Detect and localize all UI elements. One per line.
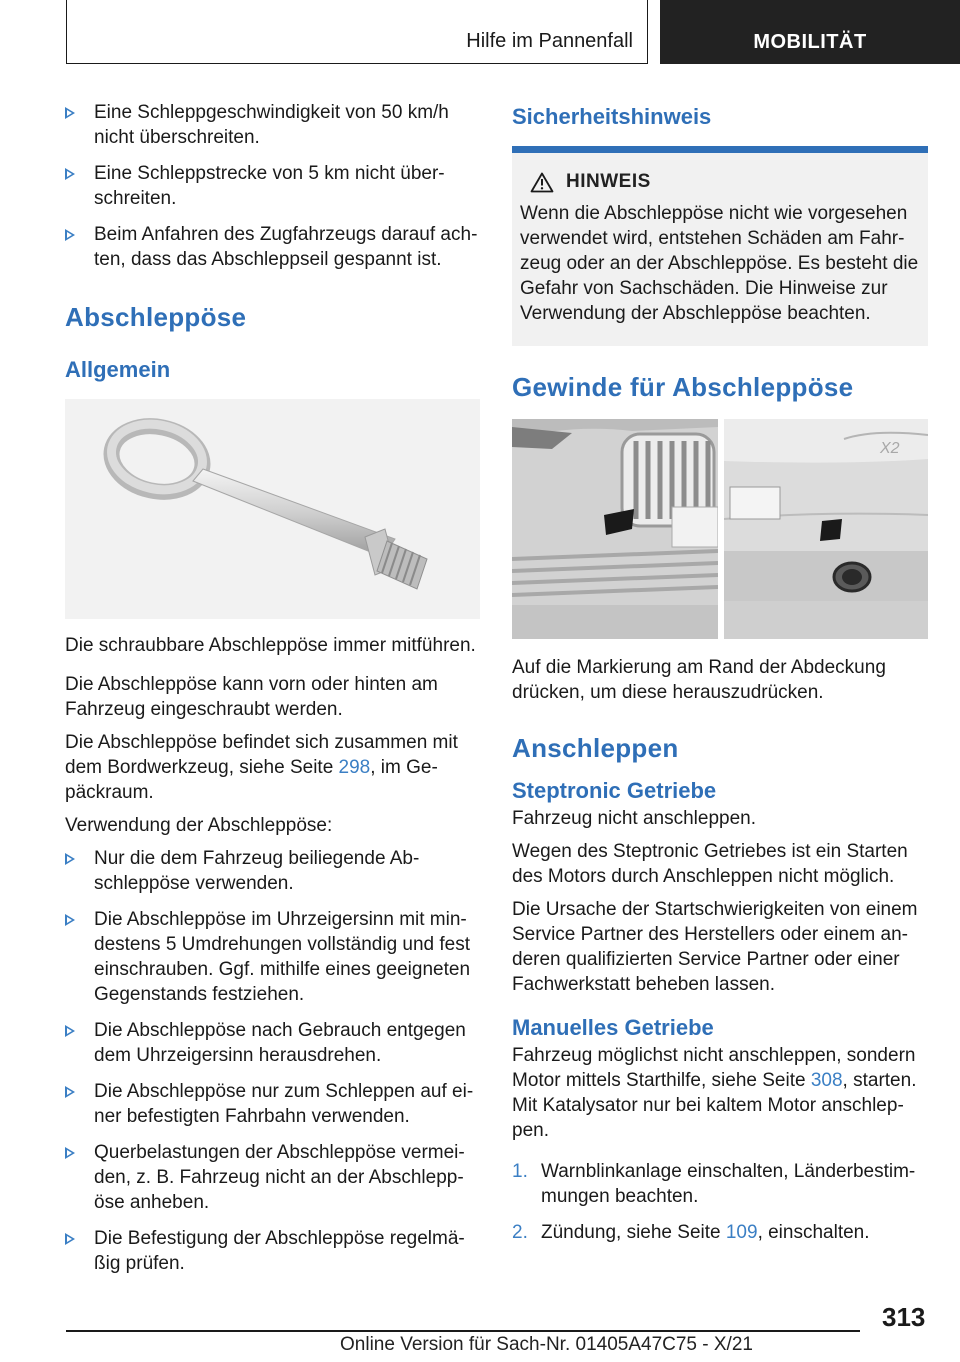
- rear-bumper-image: [724, 419, 928, 639]
- list-item-text: Eine Schleppgeschwindigkeit von 50 km/h nicht überschreiten.: [94, 102, 449, 148]
- list-item: [65, 1140, 480, 1215]
- rear-bumper-illustration: [724, 419, 928, 639]
- list-item: [512, 1220, 928, 1245]
- paragraph-text: , im Ge‐päckraum.: [65, 757, 438, 803]
- triangle-bullet-icon: [65, 914, 75, 926]
- front-bumper-illustration: [512, 419, 718, 639]
- paragraph-text: Fahrzeug möglichst nicht anschleppen, sondern Motor mittels Starthilfe, siehe Seite: [512, 1045, 916, 1091]
- section-heading: Gewinde für Abschleppöse: [512, 372, 854, 402]
- step-number: 2.: [512, 1222, 528, 1243]
- notice-title: HINWEIS: [566, 171, 651, 192]
- page-number: 313: [882, 1302, 926, 1332]
- paragraph: Die Ursache der Startschwierigkeiten von einem Service Partner des Herstellers oder einem an‐deren qualifizierten Service Partner oder einer Fachwerkstatt beheben lassen.: [512, 899, 918, 995]
- step-number: 1.: [512, 1161, 528, 1182]
- paragraph-with-link: [512, 1043, 928, 1143]
- intro-bullet-list: [65, 100, 480, 272]
- list-item-text: Nur die dem Fahrzeug beiliegende Ab‐schleppöse verwenden.: [94, 848, 420, 894]
- list-item: [512, 1159, 928, 1209]
- section-heading: Anschleppen: [512, 733, 679, 763]
- paragraph: Fahrzeug nicht anschleppen.: [512, 808, 756, 829]
- list-item-text: Zündung, siehe Seite: [541, 1222, 726, 1243]
- list-item: [65, 100, 480, 150]
- tow-hook-image: [65, 399, 480, 619]
- tow-hook-illustration: [65, 399, 480, 619]
- safety-heading: Sicherheitshinweis: [512, 104, 712, 129]
- paragraph: Wegen des Steptronic Getriebes ist ein Starten des Motors durch Anschleppen nicht möglich.: [512, 841, 908, 887]
- list-item-text: Die Abschleppöse nach Gebrauch entgegen dem Uhrzeigersinn herausdrehen.: [94, 1020, 466, 1066]
- header-chapter-tab: [660, 0, 960, 64]
- paragraph: Die Abschleppöse kann vorn oder hinten am Fahrzeug eingeschraubt werden.: [65, 674, 438, 720]
- list-item: [65, 1079, 480, 1129]
- right-column: [512, 100, 928, 1256]
- list-item-text: Die Befestigung der Abschleppöse regelmä‐ßig prüfen.: [94, 1228, 465, 1274]
- paragraph-with-link: [65, 730, 480, 805]
- list-item: [65, 161, 480, 211]
- triangle-bullet-icon: [65, 853, 75, 865]
- list-item: [65, 1018, 480, 1068]
- footer-divider: [66, 1330, 860, 1332]
- paragraph: Verwendung der Abschleppöse:: [65, 815, 333, 836]
- triangle-bullet-icon: [65, 1086, 75, 1098]
- list-item: [65, 846, 480, 896]
- page-link-298[interactable]: 298: [338, 757, 371, 778]
- car-model-badge: X2: [880, 440, 900, 457]
- list-item: [65, 222, 480, 272]
- list-item-text: Querbelastungen der Abschleppöse vermei‐den, z. B. Fahrzeug nicht an der Abschlepp‐öse anheben.: [94, 1142, 465, 1213]
- subsection-heading: Manuelles Getriebe: [512, 1015, 714, 1040]
- notice-box: [512, 146, 928, 346]
- triangle-bullet-icon: [65, 1147, 75, 1159]
- paragraph: Auf die Markierung am Rand der Abdeckung drücken, um diese herauszudrücken.: [512, 657, 886, 703]
- header-section-tab: [66, 0, 648, 64]
- notice-text: Wenn die Abschleppöse nicht wie vorgesehen verwendet wird, entstehen Schäden am Fahr‐zeug oder an der Abschleppöse. Es besteht die Gefahr von Sachschäden. Die Hinweise zur Verwendung der Abschleppöse beachten.: [520, 203, 919, 324]
- thread-cover-images: [512, 419, 928, 639]
- subsection-heading: Steptronic Getriebe: [512, 778, 717, 803]
- notice-title-row: [520, 171, 920, 193]
- paragraph-text: , starten. Mit Katalysator nur bei kaltem Motor anschlep‐pen.: [512, 1070, 917, 1141]
- subsection-heading: Allgemein: [65, 357, 171, 382]
- list-item: [65, 1226, 480, 1276]
- triangle-bullet-icon: [65, 168, 75, 180]
- section-heading: Abschleppöse: [65, 302, 247, 332]
- paragraph-text: Die Abschleppöse befindet sich zusammen mit dem Bordwerkzeug, siehe Seite: [65, 732, 458, 778]
- header-chapter-title: MOBILITÄT: [753, 31, 867, 53]
- warning-triangle-icon: [530, 172, 554, 193]
- triangle-bullet-icon: [65, 1233, 75, 1245]
- triangle-bullet-icon: [65, 1025, 75, 1037]
- list-item-text: Eine Schleppstrecke von 5 km nicht über‐schreiten.: [94, 163, 445, 209]
- front-bumper-image: [512, 419, 718, 639]
- header-section-title: Hilfe im Pannenfall: [466, 30, 633, 52]
- triangle-bullet-icon: [65, 107, 75, 119]
- list-item-text: Die Abschleppöse nur zum Schleppen auf ei‐ner befestigten Fahrbahn verwenden.: [94, 1081, 474, 1127]
- paragraph: Die schraubbare Abschleppöse immer mitführen.: [65, 635, 476, 656]
- list-item-text: Die Abschleppöse im Uhrzeigersinn mit min‐destens 5 Umdrehungen vollständig und fest einschrauben. Ggf. mithilfe eines geeigneten Gegenstands festziehen.: [94, 909, 471, 1005]
- triangle-bullet-icon: [65, 229, 75, 241]
- list-item: [65, 907, 480, 1007]
- footer-online-version: Online Version für Sach-Nr. 01405A47C75 - X/21: [340, 1334, 753, 1355]
- page-link-308[interactable]: 308: [810, 1070, 843, 1091]
- usage-bullet-list: [65, 846, 480, 1276]
- list-item-text: Warnblinkanlage einschalten, Länderbestim‐mungen beachten.: [541, 1161, 916, 1207]
- list-item-text: , einschalten.: [757, 1222, 870, 1243]
- list-item-text: Beim Anfahren des Zugfahrzeugs darauf ach‐ten, dass das Abschleppseil gespannt ist.: [94, 224, 478, 270]
- left-column: [65, 100, 480, 1287]
- page-link-109[interactable]: 109: [725, 1222, 758, 1243]
- numbered-steps-list: [512, 1159, 928, 1245]
